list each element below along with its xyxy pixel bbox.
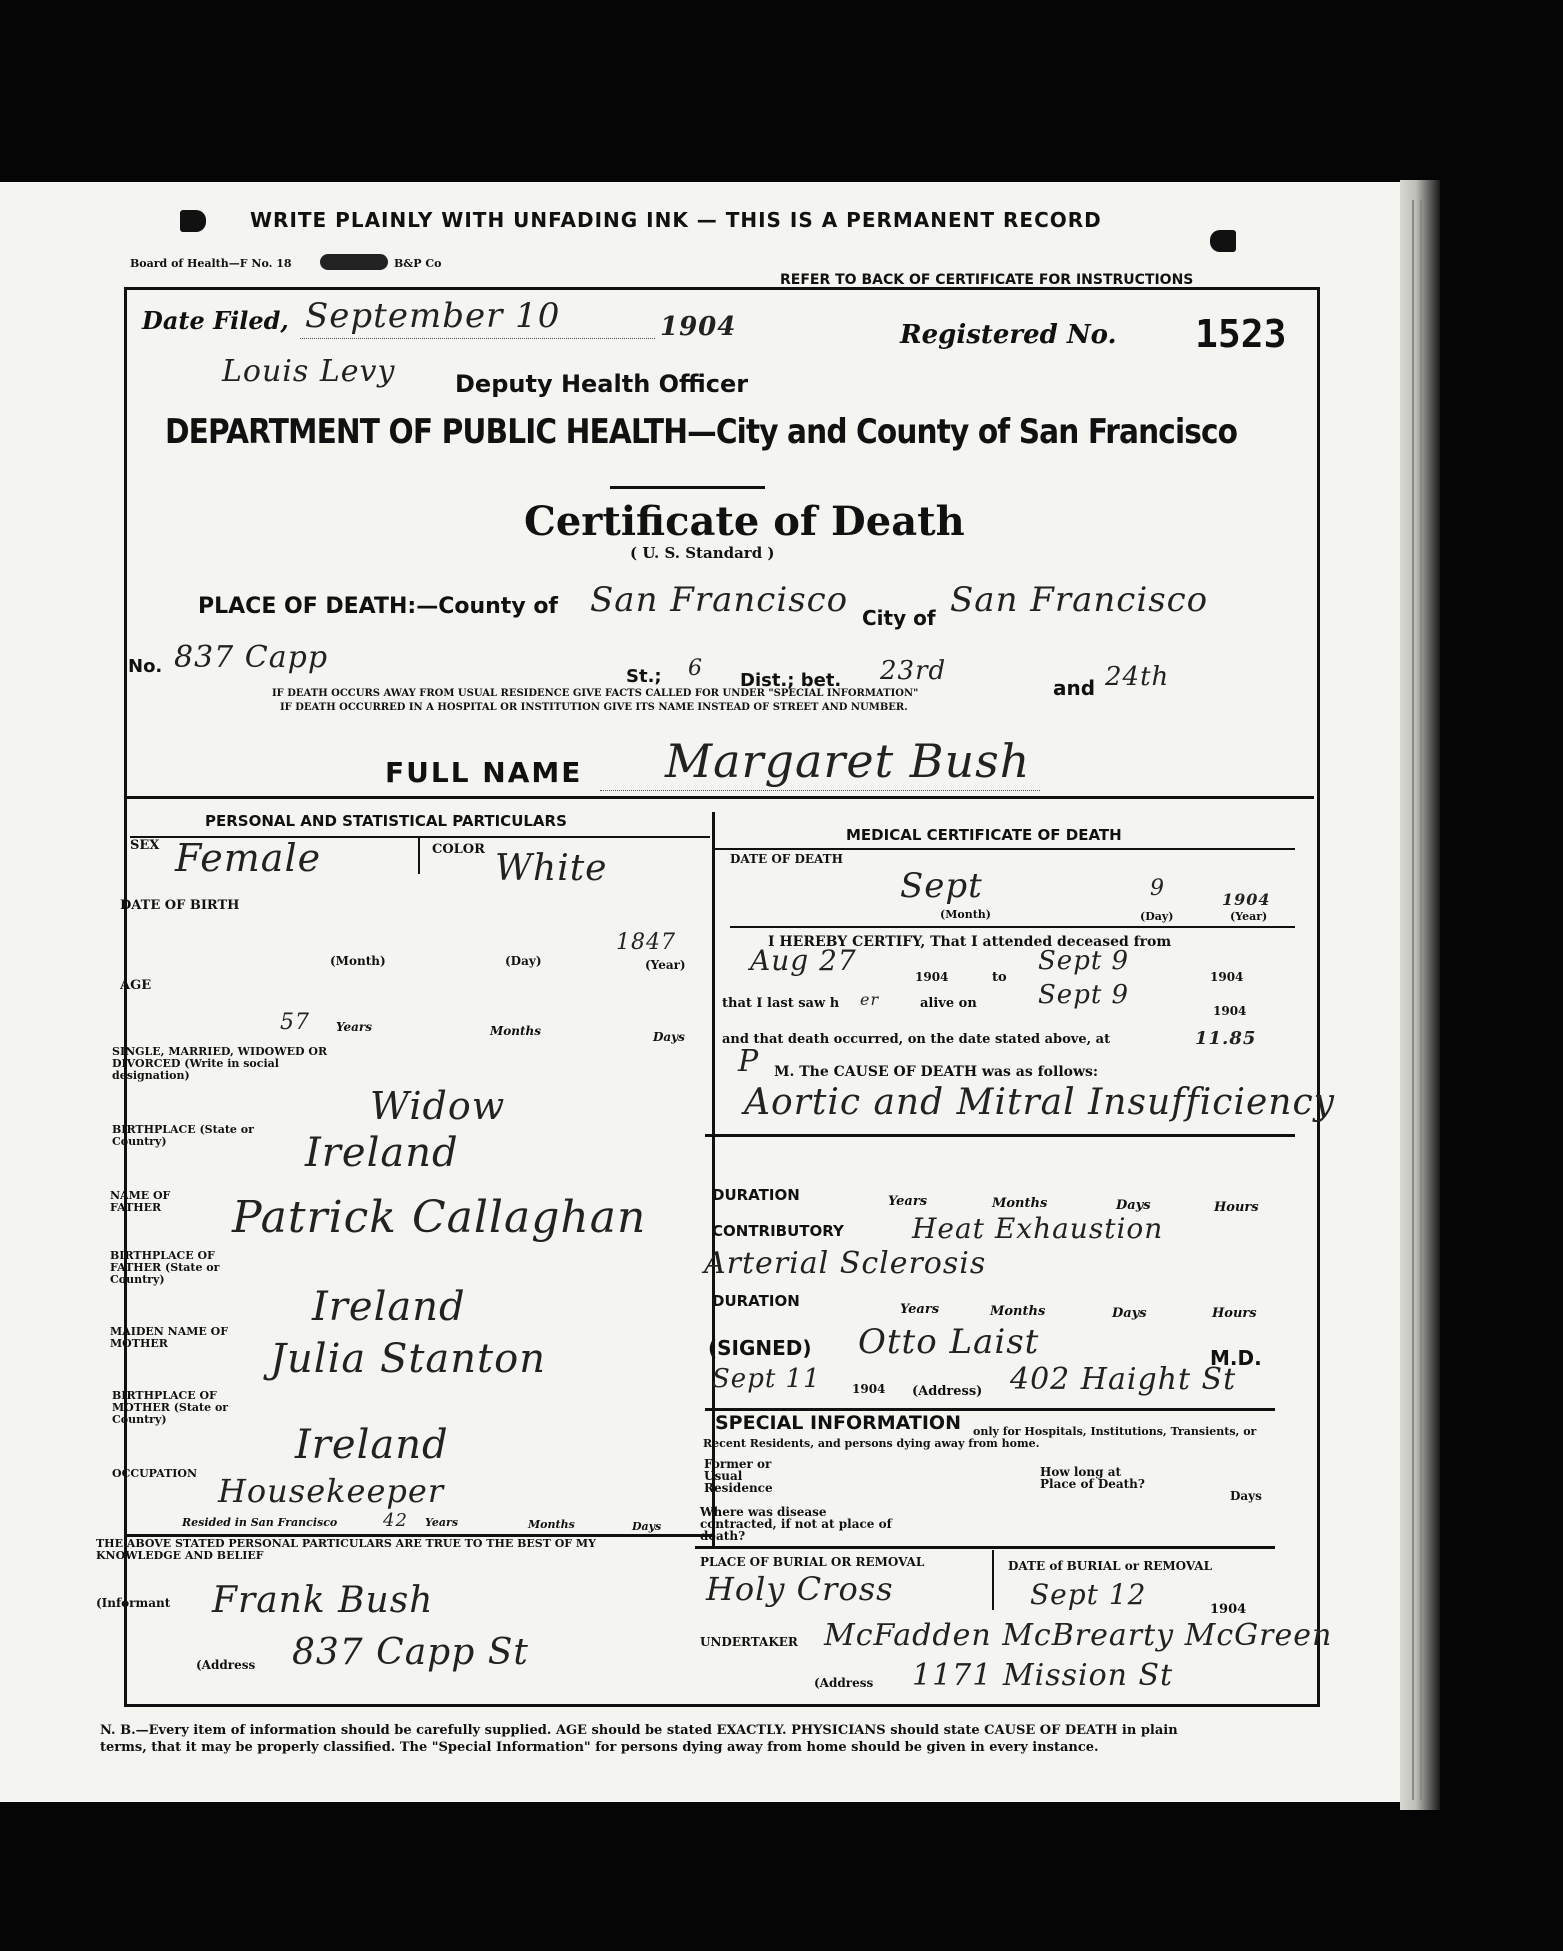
- medical-header: MEDICAL CERTIFICATE OF DEATH: [846, 826, 1122, 844]
- occupation-value: Housekeeper: [218, 1472, 445, 1510]
- informant-address-label: (Address: [196, 1658, 256, 1672]
- duration2-days-label: Days: [1112, 1306, 1147, 1321]
- st-label: St.;: [626, 666, 662, 687]
- resided-months-label: Months: [528, 1518, 575, 1531]
- contracted-label: Where was disease contracted, if not at place of death?: [700, 1505, 892, 1543]
- place-of-death-label: PLACE OF DEATH:—County of: [198, 594, 559, 619]
- county-value: San Francisco: [590, 580, 849, 620]
- duration-label-2: DURATION: [712, 1292, 800, 1310]
- certify-text: I HEREBY CERTIFY, That I attended deceased from: [768, 934, 1172, 950]
- time-of-death: 11.85: [1195, 1028, 1257, 1049]
- between-street-1: 23rd: [880, 656, 947, 686]
- undertaker-address-label: (Address: [814, 1676, 874, 1690]
- age-label: AGE: [120, 978, 152, 993]
- date-filed-value: September 10: [305, 296, 561, 336]
- signed-label: (SIGNED): [708, 1336, 812, 1360]
- date-filed-line: [300, 338, 655, 339]
- md-label: M.D.: [1210, 1346, 1262, 1370]
- mother-birthplace-value: Ireland: [295, 1422, 449, 1468]
- informant-label: (Informant: [96, 1596, 171, 1610]
- refer-instructions: REFER TO BACK OF CERTIFICATE FOR INSTRUCTIONS: [780, 272, 1194, 288]
- duration-years-label: Years: [888, 1194, 928, 1209]
- attended-from: Aug 27: [750, 944, 857, 977]
- how-long-days-label: Days: [1230, 1489, 1262, 1503]
- duration-label: DURATION: [712, 1186, 800, 1204]
- burial-date-label: DATE of BURIAL or REMOVAL: [1008, 1559, 1213, 1573]
- resided-days-label: Days: [632, 1520, 662, 1533]
- medical-header-rule: [715, 848, 1295, 850]
- signed-year: 1904: [852, 1382, 886, 1396]
- death-year: 1904: [1222, 890, 1271, 909]
- registered-number: 1523: [1195, 312, 1287, 356]
- true-statement: THE ABOVE STATED PERSONAL PARTICULARS ARE TRUE TO THE BEST OF MY KNOWLEDGE AND BELIEF: [96, 1537, 596, 1562]
- color-value: White: [495, 848, 608, 889]
- certificate-title: Certificate of Death: [524, 498, 965, 545]
- birthplace-label: BIRTHPLACE (State or Country): [112, 1123, 254, 1148]
- full-name-label: FULL NAME: [385, 756, 583, 789]
- undertaker-value: McFadden McBrearty McGreen: [824, 1618, 1333, 1653]
- personal-header: PERSONAL AND STATISTICAL PARTICULARS: [205, 812, 567, 830]
- father-birthplace-value: Ireland: [312, 1284, 466, 1330]
- residence-note-1: IF DEATH OCCURS AWAY FROM USUAL RESIDENCE GIVE FACTS CALLED FOR UNDER "SPECIAL INFORMATION": [272, 688, 919, 699]
- title-divider: [610, 486, 765, 489]
- duration2-years-label: Years: [900, 1302, 940, 1317]
- duration-months-label: Months: [992, 1196, 1048, 1211]
- physician-address: 402 Haight St: [1010, 1362, 1237, 1397]
- city-label: City of: [862, 606, 936, 630]
- how-long-label: How long at Place of Death?: [1040, 1465, 1145, 1491]
- dob-month-label: (Month): [330, 954, 386, 968]
- street-number-label: No.: [128, 656, 163, 677]
- physician-signature: Otto Laist: [858, 1322, 1040, 1362]
- burial-place: Holy Cross: [706, 1570, 894, 1608]
- officer-signature: Louis Levy: [222, 354, 396, 389]
- father-name-value: Patrick Callaghan: [232, 1192, 647, 1243]
- date-of-death-label: DATE OF DEATH: [730, 852, 843, 866]
- occurred-text: and that death occurred, on the date stated above, at: [722, 1032, 1111, 1047]
- pointing-hand-icon: [180, 210, 206, 232]
- mother-name-value: Julia Stanton: [270, 1336, 546, 1382]
- birthplace-value: Ireland: [305, 1130, 459, 1176]
- physician-address-label: (Address): [912, 1384, 983, 1399]
- burial-column-divider: [992, 1550, 994, 1610]
- death-month-label: (Month): [940, 908, 991, 921]
- sex-value: Female: [175, 836, 322, 880]
- death-year-label: (Year): [1230, 910, 1268, 923]
- resided-years-label: Years: [425, 1516, 459, 1529]
- color-label: COLOR: [432, 842, 485, 857]
- officer-title: Deputy Health Officer: [455, 370, 749, 398]
- contributory-label: CONTRIBUTORY: [712, 1222, 844, 1240]
- last-saw-pronoun: er: [860, 990, 880, 1009]
- special-info-subtitle: only for Hospitals, Institutions, Transients, or Recent Residents, and persons dying away from home.: [703, 1425, 1257, 1450]
- form-number: Board of Health—F No. 18: [130, 257, 292, 270]
- department-title: DEPARTMENT OF PUBLIC HEALTH—City and County of San Francisco: [165, 412, 1238, 452]
- full-name-value: Margaret Bush: [665, 734, 1031, 788]
- former-residence-label: Former or Usual Residence: [704, 1457, 773, 1495]
- alive-on-year: 1904: [1213, 1004, 1247, 1018]
- age-years-label: Years: [336, 1020, 373, 1034]
- date-filed-year: 1904: [660, 312, 737, 342]
- burial-place-label: PLACE OF BURIAL OR REMOVAL: [700, 1555, 925, 1569]
- cause-divider: [705, 1134, 1295, 1137]
- dob-label: DATE OF BIRTH: [120, 898, 240, 913]
- age-months-label: Months: [490, 1024, 542, 1038]
- death-day-label: (Day): [1140, 910, 1174, 923]
- page-edge-line: [1412, 200, 1414, 1800]
- undertaker-address: 1171 Mission St: [912, 1658, 1174, 1693]
- marital-label: SINGLE, MARRIED, WIDOWED OR DIVORCED (Write in social designation): [112, 1045, 328, 1082]
- attended-to-year: 1904: [1210, 970, 1244, 984]
- attended-from-year: 1904: [915, 970, 949, 984]
- certify-rule: [730, 926, 1295, 928]
- street-number-value: 837 Capp: [174, 640, 329, 675]
- attended-to: Sept 9: [1038, 946, 1130, 976]
- age-days-label: Days: [653, 1030, 685, 1044]
- dob-year-label: (Year): [645, 958, 686, 972]
- resided-label: Resided in San Francisco: [182, 1516, 338, 1529]
- undertaker-label: UNDERTAKER: [700, 1635, 798, 1649]
- informant-value: Frank Bush: [212, 1580, 434, 1621]
- residence-note-2: IF DEATH OCCURRED IN A HOSPITAL OR INSTITUTION GIVE ITS NAME INSTEAD OF STREET AND NUMBER.: [280, 702, 908, 713]
- registered-label: Registered No.: [900, 320, 1117, 350]
- full-name-line: [600, 790, 1040, 791]
- special-info-title: SPECIAL INFORMATION: [715, 1412, 961, 1434]
- marital-value: Widow: [370, 1084, 506, 1128]
- duration2-hours-label: Hours: [1212, 1306, 1257, 1321]
- signed-date: Sept 11: [712, 1364, 821, 1394]
- pointing-hand-icon: [1210, 230, 1236, 252]
- informant-address-value: 837 Capp St: [292, 1632, 529, 1673]
- section-divider: [124, 796, 1314, 799]
- alive-on-label: alive on: [920, 996, 977, 1011]
- age-value: 57: [280, 1010, 310, 1035]
- burial-divider: [695, 1546, 1275, 1549]
- burial-year: 1904: [1210, 1602, 1247, 1617]
- death-month: Sept: [900, 866, 983, 906]
- cause-label: M. The CAUSE OF DEATH was as follows:: [774, 1064, 1099, 1080]
- death-day: 9: [1150, 876, 1165, 901]
- city-value: San Francisco: [950, 580, 1209, 620]
- burial-date: Sept 12: [1030, 1578, 1147, 1611]
- cause-of-death: Aortic and Mitral Insufficiency: [744, 1082, 1335, 1123]
- st-value: 6: [688, 656, 703, 681]
- last-saw-label: that I last saw h: [722, 996, 840, 1011]
- to-label: to: [992, 970, 1007, 985]
- duration2-months-label: Months: [990, 1304, 1046, 1319]
- date-filed-label: Date Filed,: [142, 306, 289, 335]
- dob-day-label: (Day): [505, 954, 542, 968]
- dob-year-value: 1847: [616, 930, 676, 955]
- printer-mark: B&P Co: [394, 257, 442, 270]
- dist-label: Dist.; bet.: [740, 670, 842, 691]
- page-edge-line: [1420, 200, 1422, 1800]
- between-street-2: 24th: [1105, 662, 1170, 692]
- duration-hours-label: Hours: [1214, 1200, 1259, 1215]
- mother-name-label: MAIDEN NAME OF MOTHER: [110, 1325, 229, 1350]
- am-pm-value: P: [738, 1044, 760, 1079]
- contributory-cause-2: Arterial Sclerosis: [704, 1246, 987, 1281]
- sex-label: SEX: [130, 838, 160, 853]
- mother-birthplace-label: BIRTHPLACE OF MOTHER (State or Country): [112, 1389, 229, 1426]
- special-divider: [705, 1408, 1275, 1411]
- contributory-cause-1: Heat Exhaustion: [912, 1212, 1164, 1245]
- resided-years: 42: [383, 1510, 408, 1531]
- write-plainly-banner: WRITE PLAINLY WITH UNFADING INK — THIS IS A PERMANENT RECORD: [250, 208, 1102, 232]
- father-birthplace-label: BIRTHPLACE OF FATHER (State or Country): [110, 1249, 220, 1286]
- standard-label: ( U. S. Standard ): [630, 544, 775, 562]
- father-name-label: NAME OF FATHER: [110, 1189, 171, 1214]
- alive-on-date: Sept 9: [1038, 980, 1130, 1010]
- sex-color-divider: [418, 838, 420, 874]
- footer-note: N. B.—Every item of information should be carefully supplied. AGE should be stated EXACTLY. PHYSICIANS should state CAUSE OF DEATH in plain terms, that it may be properly classified. The "Special Information" for persons dying away from home should be given in every instance.: [100, 1723, 1178, 1755]
- and-label: and: [1053, 676, 1096, 700]
- union-label-icon: [320, 254, 388, 270]
- duration-days-label: Days: [1116, 1198, 1151, 1213]
- occupation-label: OCCUPATION: [112, 1467, 198, 1480]
